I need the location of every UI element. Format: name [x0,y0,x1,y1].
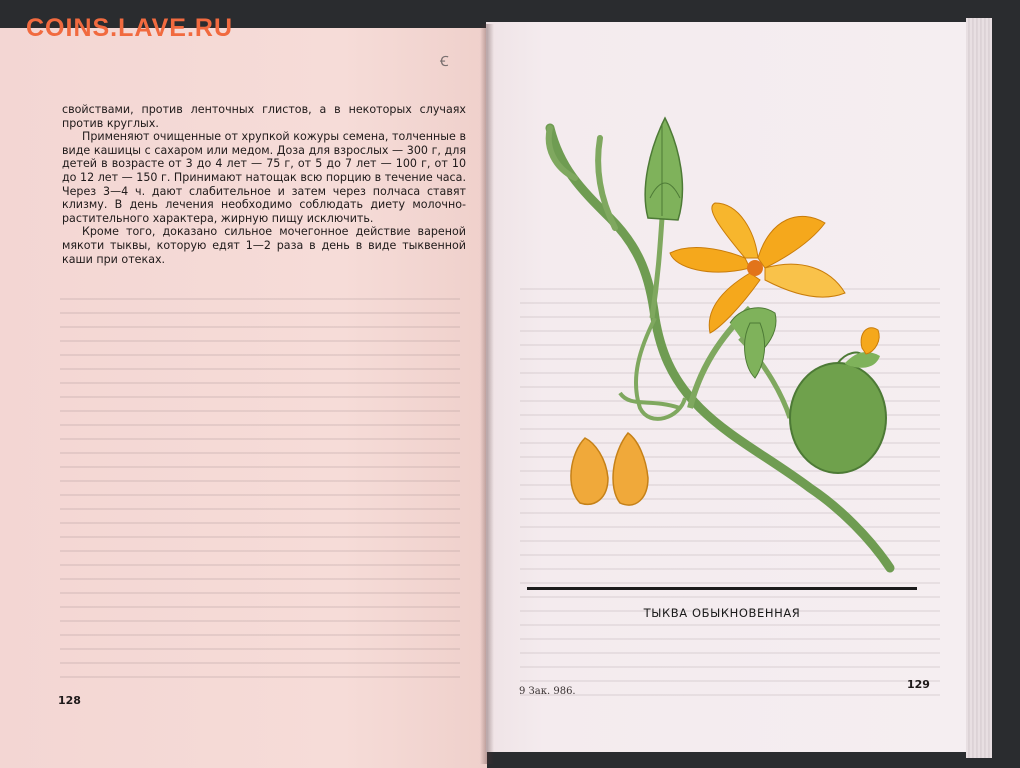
caption-rule [527,587,917,590]
body-text [62,103,466,266]
paragraph-1: свойствами, против ленточных глистов, а в некоторых случаях против круглых. [62,103,466,130]
pumpkin-illustration [540,108,910,583]
pumpkin-fruit [790,328,886,473]
pen-mark: Ꞓ [440,53,449,69]
pumpkin-seeds [571,433,648,505]
seed-1 [571,438,608,504]
paragraph-3: Кроме того, доказано сильное мочегонное действие вареной мякоти тыквы, которую едят 1—2 раза в день в виде тыквенной каши при отеках. [62,225,466,266]
flower-bud [645,118,682,220]
paragraph-2: Применяют очищенные от хрупкой кожуры семена, толченные в виде кашицы с сахаром или медом. Доза для взрослых — 300 г, для детей в возрасте от 3 до 4 лет — 75 г, от 5 до 7 лет — 100 г, от 10 до 12 лет — 150 г. Принимают натощак всю порцию в течение часа. Через 3—4 ч. дают слабительное и затем через полчаса ставят клизму. В день лечения необходимо соблюдать диету молочно-растительного характера, жирную пищу исключить. [62,130,466,225]
page-number-right: 129 [907,678,930,691]
page-edges [966,18,992,758]
seed-2 [613,433,648,505]
book-spine [480,24,494,764]
illustration-caption: ТЫКВА ОБЫКНОВЕННАЯ [643,606,801,620]
bleed-through-text-left [60,290,460,690]
footer-note: 9 Зак. 986. [519,686,576,697]
watermark: COINS.LAVE.RU [26,14,233,42]
page-number-left: 128 [58,694,81,707]
